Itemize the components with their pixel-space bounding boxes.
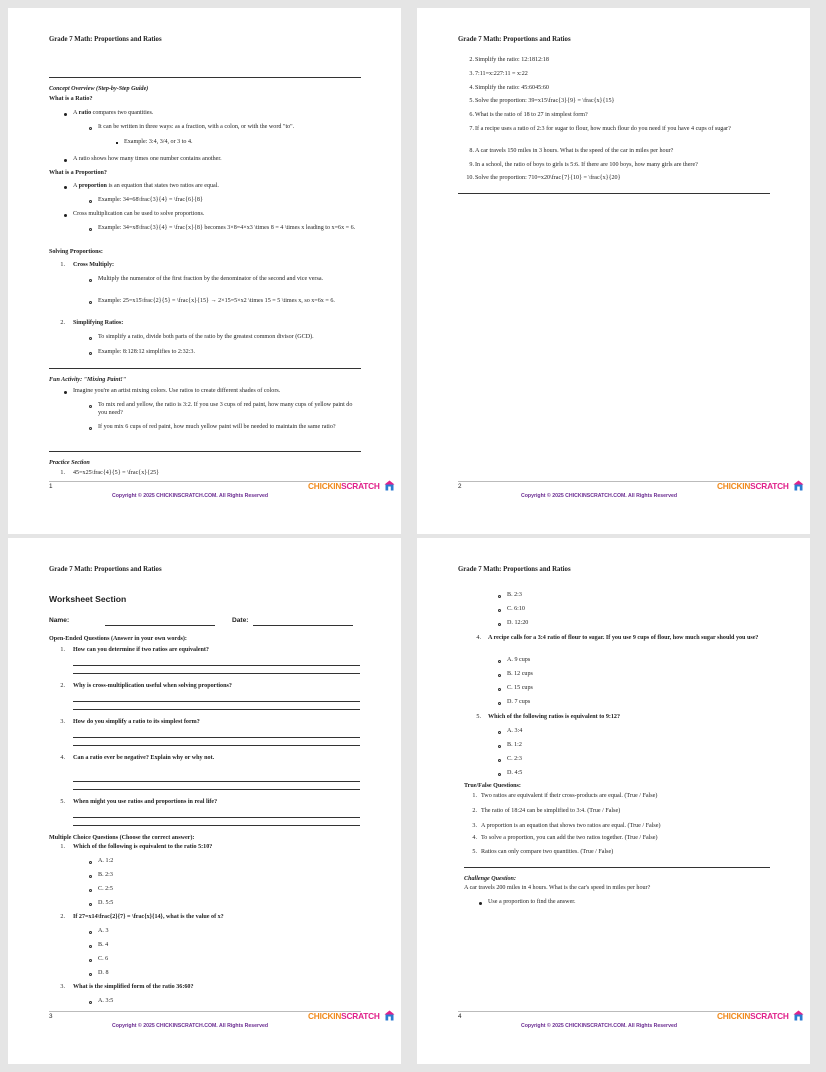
answer-line[interactable] xyxy=(73,825,360,826)
step-1-text-a: Multiply the numerator of the first fraction by the denominator of the second and vice versa. xyxy=(98,276,324,282)
sub-bullet xyxy=(89,405,92,408)
mc2-option-c[interactable]: C. 6 xyxy=(98,956,109,962)
option-bullet xyxy=(498,623,501,626)
tf-question-3: A proportion is an equation that shows two ratios are equal. (True / False) xyxy=(481,823,661,829)
mc3-option-b[interactable]: B. 2:3 xyxy=(507,592,522,598)
mc-question-2: If 27=x14\frac{2}{7} = \frac{x}{14}, what is the value of x? xyxy=(73,914,224,920)
mc5-option-b[interactable]: B. 1:2 xyxy=(507,742,522,748)
practice-item-8: A car travels 150 miles in 3 hours. What is the speed of the car in miles per hour? xyxy=(475,148,674,154)
page-2 xyxy=(417,8,810,534)
open-ended-title: Open-Ended Questions (Answer in your own words): xyxy=(49,636,187,642)
practice-item-10: Solve the proportion: 710=x20\frac{7}{10} = \frac{x}{20} xyxy=(475,175,621,181)
page-header: Grade 7 Math: Proportions and Ratios xyxy=(458,36,571,43)
date-label: Date: xyxy=(232,617,249,624)
brand-logo: CHICKINSCRATCH xyxy=(308,1011,380,1021)
list-number: 9. xyxy=(469,162,474,168)
ratio-sub-2: Example: 3:4, 3/4, or 3 to 4. xyxy=(124,139,193,145)
bullet xyxy=(479,902,482,905)
option-bullet xyxy=(498,745,501,748)
list-number: 5. xyxy=(469,98,474,104)
bullet xyxy=(64,391,67,394)
mc1-option-d[interactable]: D. 5:5 xyxy=(98,900,114,906)
mc2-option-d[interactable]: D. 8 xyxy=(98,970,109,976)
list-number: 4. xyxy=(60,755,65,761)
fun-sub-1: To mix red and yellow, the ratio is 3:2. If you use 3 cups of red paint, how many cups of yellow paint do you need? xyxy=(98,402,353,416)
practice-item-4: Simplify the ratio: 45:6045:60 xyxy=(475,85,549,91)
page-number: 2 xyxy=(458,483,462,490)
open-question-1: How can you determine if two ratios are equivalent? xyxy=(73,647,209,653)
mc3-option-d[interactable]: D. 12:20 xyxy=(507,620,529,626)
divider xyxy=(458,193,770,194)
challenge-title: Challenge Question: xyxy=(464,876,516,882)
option-bullet xyxy=(498,731,501,734)
page-header: Grade 7 Math: Proportions and Ratios xyxy=(49,36,162,43)
mc4-option-d[interactable]: D. 7 cups xyxy=(507,699,531,705)
answer-line[interactable] xyxy=(73,701,360,702)
list-number: 1. xyxy=(60,844,65,850)
option-bullet xyxy=(498,660,501,663)
practice-item-7: If a recipe uses a ratio of 2:3 for sugar to flour, how much flour do you need if you have 4 cups of sugar? xyxy=(475,126,731,132)
name-field[interactable] xyxy=(105,625,215,626)
step-2-text-a: To simplify a ratio, divide both parts of the ratio by the greatest common divisor (GCD). xyxy=(98,334,314,340)
mc-question-1: Which of the following is equivalent to the ratio 5:10? xyxy=(73,844,213,850)
list-number: 6. xyxy=(469,112,474,118)
open-question-5: When might you use ratios and proportions in real life? xyxy=(73,799,218,805)
copyright: Copyright © 2025 CHICKINSCRATCH.COM. All Rights Reserved xyxy=(112,493,269,499)
practice-item-5: Solve the proportion: 39=x15\frac{3}{9} = \frac{x}{15} xyxy=(475,98,615,104)
heading-what-ratio: What is a Ratio? xyxy=(49,96,93,102)
sub-bullet xyxy=(89,228,92,231)
tf-question-4: To solve a proportion, you can add the two ratios together. (True / False) xyxy=(481,835,658,841)
mc2-option-a[interactable]: A. 3 xyxy=(98,928,109,934)
sub-bullet xyxy=(89,127,92,130)
heading-solving: Solving Proportions: xyxy=(49,249,103,255)
divider xyxy=(49,451,361,452)
option-bullet xyxy=(498,595,501,598)
list-number: 7. xyxy=(469,126,474,132)
mc1-option-b[interactable]: B. 2:3 xyxy=(98,872,113,878)
divider xyxy=(49,368,361,369)
prop-bullet-1: A proportion is an equation that states two ratios are equal. xyxy=(73,183,219,189)
practice-item-1: 45=x25\frac{4}{5} = \frac{x}{25} xyxy=(73,470,160,476)
list-number: 2. xyxy=(60,683,65,689)
list-number: 3. xyxy=(469,71,474,77)
page-3 xyxy=(8,538,401,1064)
answer-line[interactable] xyxy=(73,745,360,746)
mc-question-4: A recipe calls for a 3:4 ratio of flour to sugar. If you use 9 cups of flour, how much sugar should you use? xyxy=(488,635,759,641)
answer-line[interactable] xyxy=(73,781,360,782)
list-number: 4. xyxy=(472,835,477,841)
challenge-hint: Use a proportion to find the answer. xyxy=(488,899,576,905)
mc-question-5: Which of the following ratios is equivalent to 9:12? xyxy=(488,714,621,720)
mc5-option-a[interactable]: A. 3:4 xyxy=(507,728,523,734)
brand-logo: CHICKINSCRATCH xyxy=(717,1011,789,1021)
open-question-2: Why is cross-multiplication useful when solving proportions? xyxy=(73,683,232,689)
sub-bullet xyxy=(89,352,92,355)
mc5-option-c[interactable]: C. 2:3 xyxy=(507,756,522,762)
list-number: 2. xyxy=(60,320,65,326)
list-number: 1. xyxy=(472,793,477,799)
option-bullet xyxy=(498,609,501,612)
tf-question-2: The ratio of 18:24 can be simplified to 3:4. (True / False) xyxy=(481,808,621,814)
option-bullet xyxy=(89,931,92,934)
mc4-option-c[interactable]: C. 15 cups xyxy=(507,685,533,691)
answer-line[interactable] xyxy=(73,665,360,666)
option-bullet xyxy=(498,702,501,705)
divider xyxy=(49,77,361,78)
bullet xyxy=(64,186,67,189)
open-question-3: How do you simplify a ratio to its simplest form? xyxy=(73,719,200,725)
fun-activity-title: Fun Activity: "Mixing Paint!" xyxy=(49,377,127,383)
sub-bullet xyxy=(89,200,92,203)
answer-line[interactable] xyxy=(73,817,360,818)
bullet xyxy=(64,113,67,116)
step-1-title: Cross Multiply: xyxy=(73,262,115,268)
mc5-option-d[interactable]: D. 4:5 xyxy=(507,770,523,776)
mc4-option-b[interactable]: B. 12 cups xyxy=(507,671,533,677)
answer-line[interactable] xyxy=(73,673,360,674)
step-2-title: Simplifying Ratios: xyxy=(73,320,124,326)
answer-line[interactable] xyxy=(73,789,360,790)
page-4 xyxy=(417,538,810,1064)
option-bullet xyxy=(89,861,92,864)
option-bullet xyxy=(498,688,501,691)
mc3-option-c[interactable]: C. 6:10 xyxy=(507,606,525,612)
option-bullet xyxy=(89,1001,92,1004)
prop-bullet-2: Cross multiplication can be used to solve proportions. xyxy=(73,211,205,217)
mc2-option-b[interactable]: B. 4 xyxy=(98,942,109,948)
schoolhouse-icon xyxy=(384,480,395,491)
brand-logo: CHICKINSCRATCH xyxy=(717,481,789,491)
mc1-option-c[interactable]: C. 2:5 xyxy=(98,886,113,892)
option-bullet xyxy=(89,945,92,948)
list-number: 4. xyxy=(476,635,481,641)
list-number: 1. xyxy=(60,647,65,653)
list-number: 3. xyxy=(60,719,65,725)
practice-item-3: 7:11=x:227:11 = x:22 xyxy=(475,71,528,77)
ratio-bullet-1: A ratio compares two quantities. xyxy=(73,110,154,116)
prop-sub-1: Example: 34=68\frac{3}{4} = \frac{6}{8} xyxy=(98,197,203,203)
sub-bullet xyxy=(89,427,92,430)
ratio-bullet-2: A ratio shows how many times one number contains another. xyxy=(73,156,222,162)
name-label: Name: xyxy=(49,617,70,624)
bullet xyxy=(64,214,67,217)
fun-sub-2: If you mix 6 cups of red paint, how much yellow paint will be needed to maintain the same ratio? xyxy=(98,424,336,430)
sub-bullet xyxy=(89,279,92,282)
page-number: 4 xyxy=(458,1013,462,1020)
practice-item-6: What is the ratio of 18 to 27 in simplest form? xyxy=(475,112,588,118)
option-bullet xyxy=(89,903,92,906)
schoolhouse-icon xyxy=(793,1010,804,1021)
brand-logo: CHICKINSCRATCH xyxy=(308,481,380,491)
option-bullet xyxy=(498,674,501,677)
list-number: 10. xyxy=(466,175,474,181)
list-number: 8. xyxy=(469,148,474,154)
option-bullet xyxy=(498,759,501,762)
copyright: Copyright © 2025 CHICKINSCRATCH.COM. All Rights Reserved xyxy=(112,1023,269,1029)
list-number: 3. xyxy=(60,984,65,990)
answer-line[interactable] xyxy=(73,737,360,738)
concept-title: Concept Overview (Step-by-Step Guide) xyxy=(49,86,149,92)
list-number: 2. xyxy=(60,914,65,920)
bullet xyxy=(64,159,67,162)
sub-bullet xyxy=(89,337,92,340)
mc4-option-a[interactable]: A. 9 cups xyxy=(507,657,531,663)
fun-bullet-1: Imagine you're an artist mixing colors. Use ratios to create different shades of colors. xyxy=(73,388,281,394)
true-false-title: True/False Questions: xyxy=(464,783,521,789)
list-number: 5. xyxy=(60,799,65,805)
multiple-choice-title: Multiple Choice Questions (Choose the correct answer): xyxy=(49,835,195,841)
step-1-text-b: Example: 25=x15\frac{2}{5} = \frac{x}{15} → 2×15=5×x2 \times 15 = 5 \times x, so x=6x = 6. xyxy=(98,298,335,304)
copyright: Copyright © 2025 CHICKINSCRATCH.COM. All Rights Reserved xyxy=(521,1023,678,1029)
prop-sub-2: Example: 34=x8\frac{3}{4} = \frac{x}{8} becomes 3×8=4×x3 \times 8 = 4 \times x leading to x=6x = 6. xyxy=(98,225,356,231)
list-number: 1. xyxy=(60,470,65,476)
list-number: 5. xyxy=(472,849,477,855)
practice-item-2: Simplify the ratio: 12:1812:18 xyxy=(475,57,549,63)
option-bullet xyxy=(89,875,92,878)
date-field[interactable] xyxy=(253,625,353,626)
option-bullet xyxy=(89,889,92,892)
practice-item-9: In a school, the ratio of boys to girls is 5:6. If there are 100 boys, how many girls are there? xyxy=(475,162,698,168)
mc1-option-a[interactable]: A. 1:2 xyxy=(98,858,114,864)
list-number: 2. xyxy=(469,57,474,63)
worksheet-title: Worksheet Section xyxy=(49,594,127,604)
mc-question-3: What is the simplified form of the ratio 36:60? xyxy=(73,984,194,990)
challenge-text: A car travels 200 miles in 4 hours. What is the car's speed in miles per hour? xyxy=(464,885,651,891)
copyright: Copyright © 2025 CHICKINSCRATCH.COM. All Rights Reserved xyxy=(521,493,678,499)
page-1 xyxy=(8,8,401,534)
answer-line[interactable] xyxy=(73,709,360,710)
list-number: 1. xyxy=(60,262,65,268)
list-number: 2. xyxy=(472,808,477,814)
list-number: 4. xyxy=(469,85,474,91)
tf-question-1: Two ratios are equivalent if their cross-products are equal. (True / False) xyxy=(481,793,658,799)
sub-sub-bullet xyxy=(116,142,118,144)
tf-question-5: Ratios can only compare two quantities. (True / False) xyxy=(481,849,614,855)
page-number: 3 xyxy=(49,1013,53,1020)
option-bullet xyxy=(89,973,92,976)
schoolhouse-icon xyxy=(384,1010,395,1021)
option-bullet xyxy=(89,959,92,962)
page-number: 1 xyxy=(49,483,53,490)
open-question-4: Can a ratio ever be negative? Explain why or why not. xyxy=(73,755,215,761)
option-bullet xyxy=(498,773,501,776)
list-number: 5. xyxy=(476,714,481,720)
heading-what-proportion: What is a Proportion? xyxy=(49,170,107,176)
schoolhouse-icon xyxy=(793,480,804,491)
list-number: 3. xyxy=(472,823,477,829)
step-2-text-b: Example: 8:128:12 simplifies to 2:32:3. xyxy=(98,349,195,355)
divider xyxy=(464,867,770,868)
practice-title: Practice Section xyxy=(49,460,90,466)
page-header: Grade 7 Math: Proportions and Ratios xyxy=(49,566,162,573)
ratio-sub-1: It can be written in three ways: as a fraction, with a colon, or with the word "to". xyxy=(98,124,295,130)
page-header: Grade 7 Math: Proportions and Ratios xyxy=(458,566,571,573)
sub-bullet xyxy=(89,301,92,304)
mc3-option-a[interactable]: A. 3:5 xyxy=(98,998,114,1004)
